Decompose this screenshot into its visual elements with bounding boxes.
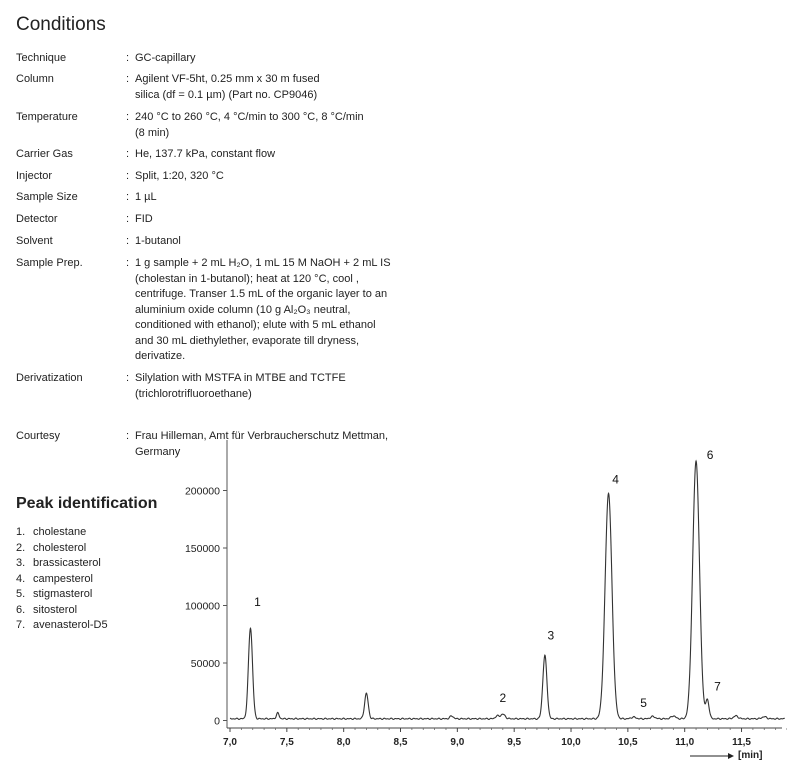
- condition-value: GC-capillary: [135, 52, 196, 64]
- peak-name: stigmasterol: [33, 588, 93, 600]
- x-tick-label: 7,0: [223, 737, 237, 748]
- peak-number: 6.: [16, 603, 26, 616]
- condition-value: He, 137.7 kPa, constant flow: [135, 148, 276, 160]
- peak-name: sitosterol: [33, 603, 78, 616]
- condition-label: Sample Size: [16, 191, 78, 203]
- peak-label: 2: [499, 691, 507, 706]
- x-tick-label: 10,5: [618, 737, 638, 748]
- peak-label: 3: [547, 628, 555, 643]
- condition-label: Solvent: [16, 235, 53, 247]
- x-axis-arrow-head: [728, 753, 734, 759]
- condition-colon: :: [126, 257, 130, 269]
- condition-colon: :: [126, 372, 130, 384]
- condition-label: Courtesy: [16, 430, 61, 442]
- peak-identification-title: Peak identification: [16, 495, 158, 512]
- condition-label: Derivatization: [16, 372, 83, 384]
- condition-value: FID: [135, 213, 153, 225]
- condition-label: Detector: [16, 213, 58, 225]
- condition-colon: :: [126, 52, 130, 64]
- condition-colon: :: [126, 111, 130, 123]
- peak-name: cholesterol: [33, 541, 87, 554]
- condition-label: Injector: [16, 170, 53, 182]
- peak-number: 7.: [16, 619, 26, 631]
- peak-number: 5.: [16, 588, 26, 600]
- peak-label: 6: [706, 448, 714, 463]
- peak-name: brassicasterol: [33, 557, 101, 569]
- condition-value: Split, 1:20, 320 °C: [135, 170, 224, 182]
- peak-number: 2.: [16, 541, 26, 554]
- peak-label: 5: [640, 696, 647, 711]
- peak-label: 7: [714, 679, 721, 694]
- signal-trace: [230, 461, 785, 719]
- x-tick-label: 7,5: [279, 737, 294, 748]
- condition-colon: :: [126, 170, 130, 182]
- peak-name: avenasterol-D5: [33, 619, 108, 631]
- x-tick-label: 11,5: [732, 737, 751, 748]
- conditions-title: Conditions: [16, 14, 106, 35]
- condition-value: 1-butanol: [135, 235, 181, 247]
- peak-number: 1.: [16, 526, 26, 538]
- condition-colon: :: [126, 430, 130, 442]
- condition-label: Sample Prep.: [16, 257, 83, 269]
- condition-label: Technique: [16, 52, 67, 64]
- x-tick-label: 9,5: [507, 737, 522, 748]
- condition-colon: :: [126, 191, 130, 203]
- y-tick-label: 0: [214, 715, 220, 728]
- condition-label: Temperature: [16, 111, 78, 123]
- y-tick-label: 100000: [184, 600, 220, 613]
- condition-colon: :: [126, 235, 130, 247]
- condition-colon: :: [126, 73, 130, 85]
- condition-value: Frau Hilleman, Amt für Verbraucherschutz Mettman, Germany: [135, 430, 389, 458]
- y-tick-label: 200000: [184, 485, 220, 498]
- peak-name: cholestane: [33, 526, 87, 538]
- peak-label: 4: [612, 472, 619, 487]
- condition-label: Carrier Gas: [16, 148, 73, 160]
- x-tick-label: 8,0: [336, 737, 351, 748]
- y-tick-label: 50000: [190, 658, 220, 670]
- x-tick-label: 11,0: [675, 737, 695, 748]
- condition-value: Agilent VF-5ht, 0.25 mm x 30 m fused silica (df = 0.1 µm) (Part no. CP9046): [135, 73, 320, 101]
- condition-label: Column: [16, 73, 54, 85]
- condition-value: Silylation with MSTFA in MTBE and TCTFE (trichlorotrifluoroethane): [135, 372, 346, 400]
- peak-number: 3.: [16, 557, 26, 569]
- condition-value: 1 µL: [135, 191, 157, 203]
- x-tick-label: 8,5: [393, 737, 408, 748]
- y-tick-label: 150000: [184, 543, 220, 555]
- peak-number: 4.: [16, 572, 26, 585]
- condition-value: 1 g sample + 2 mL H₂O, 1 mL 15 M NaOH + 2 mL IS (cholestan in 1-butanol); heat at 120 °C, cool , centrifuge. Transer 1.5 mL of the organic layer to an aluminium oxide column (10 g Al₂O₃ neutral, conditioned with ethanol); elute with 5 mL ethanol and 30 mL diethylether, evaporate till dryness, derivatize.: [135, 257, 391, 362]
- condition-colon: :: [126, 148, 130, 160]
- condition-colon: :: [126, 213, 130, 225]
- peak-label: 1: [254, 594, 261, 609]
- x-tick-label: 9,0: [450, 737, 465, 748]
- x-tick-label: 10,0: [561, 737, 581, 748]
- condition-value: 240 °C to 260 °C, 4 °C/min to 300 °C, 8 °C/min (8 min): [135, 111, 364, 139]
- x-axis-label: [min]: [738, 750, 763, 761]
- peak-name: campesterol: [33, 572, 93, 585]
